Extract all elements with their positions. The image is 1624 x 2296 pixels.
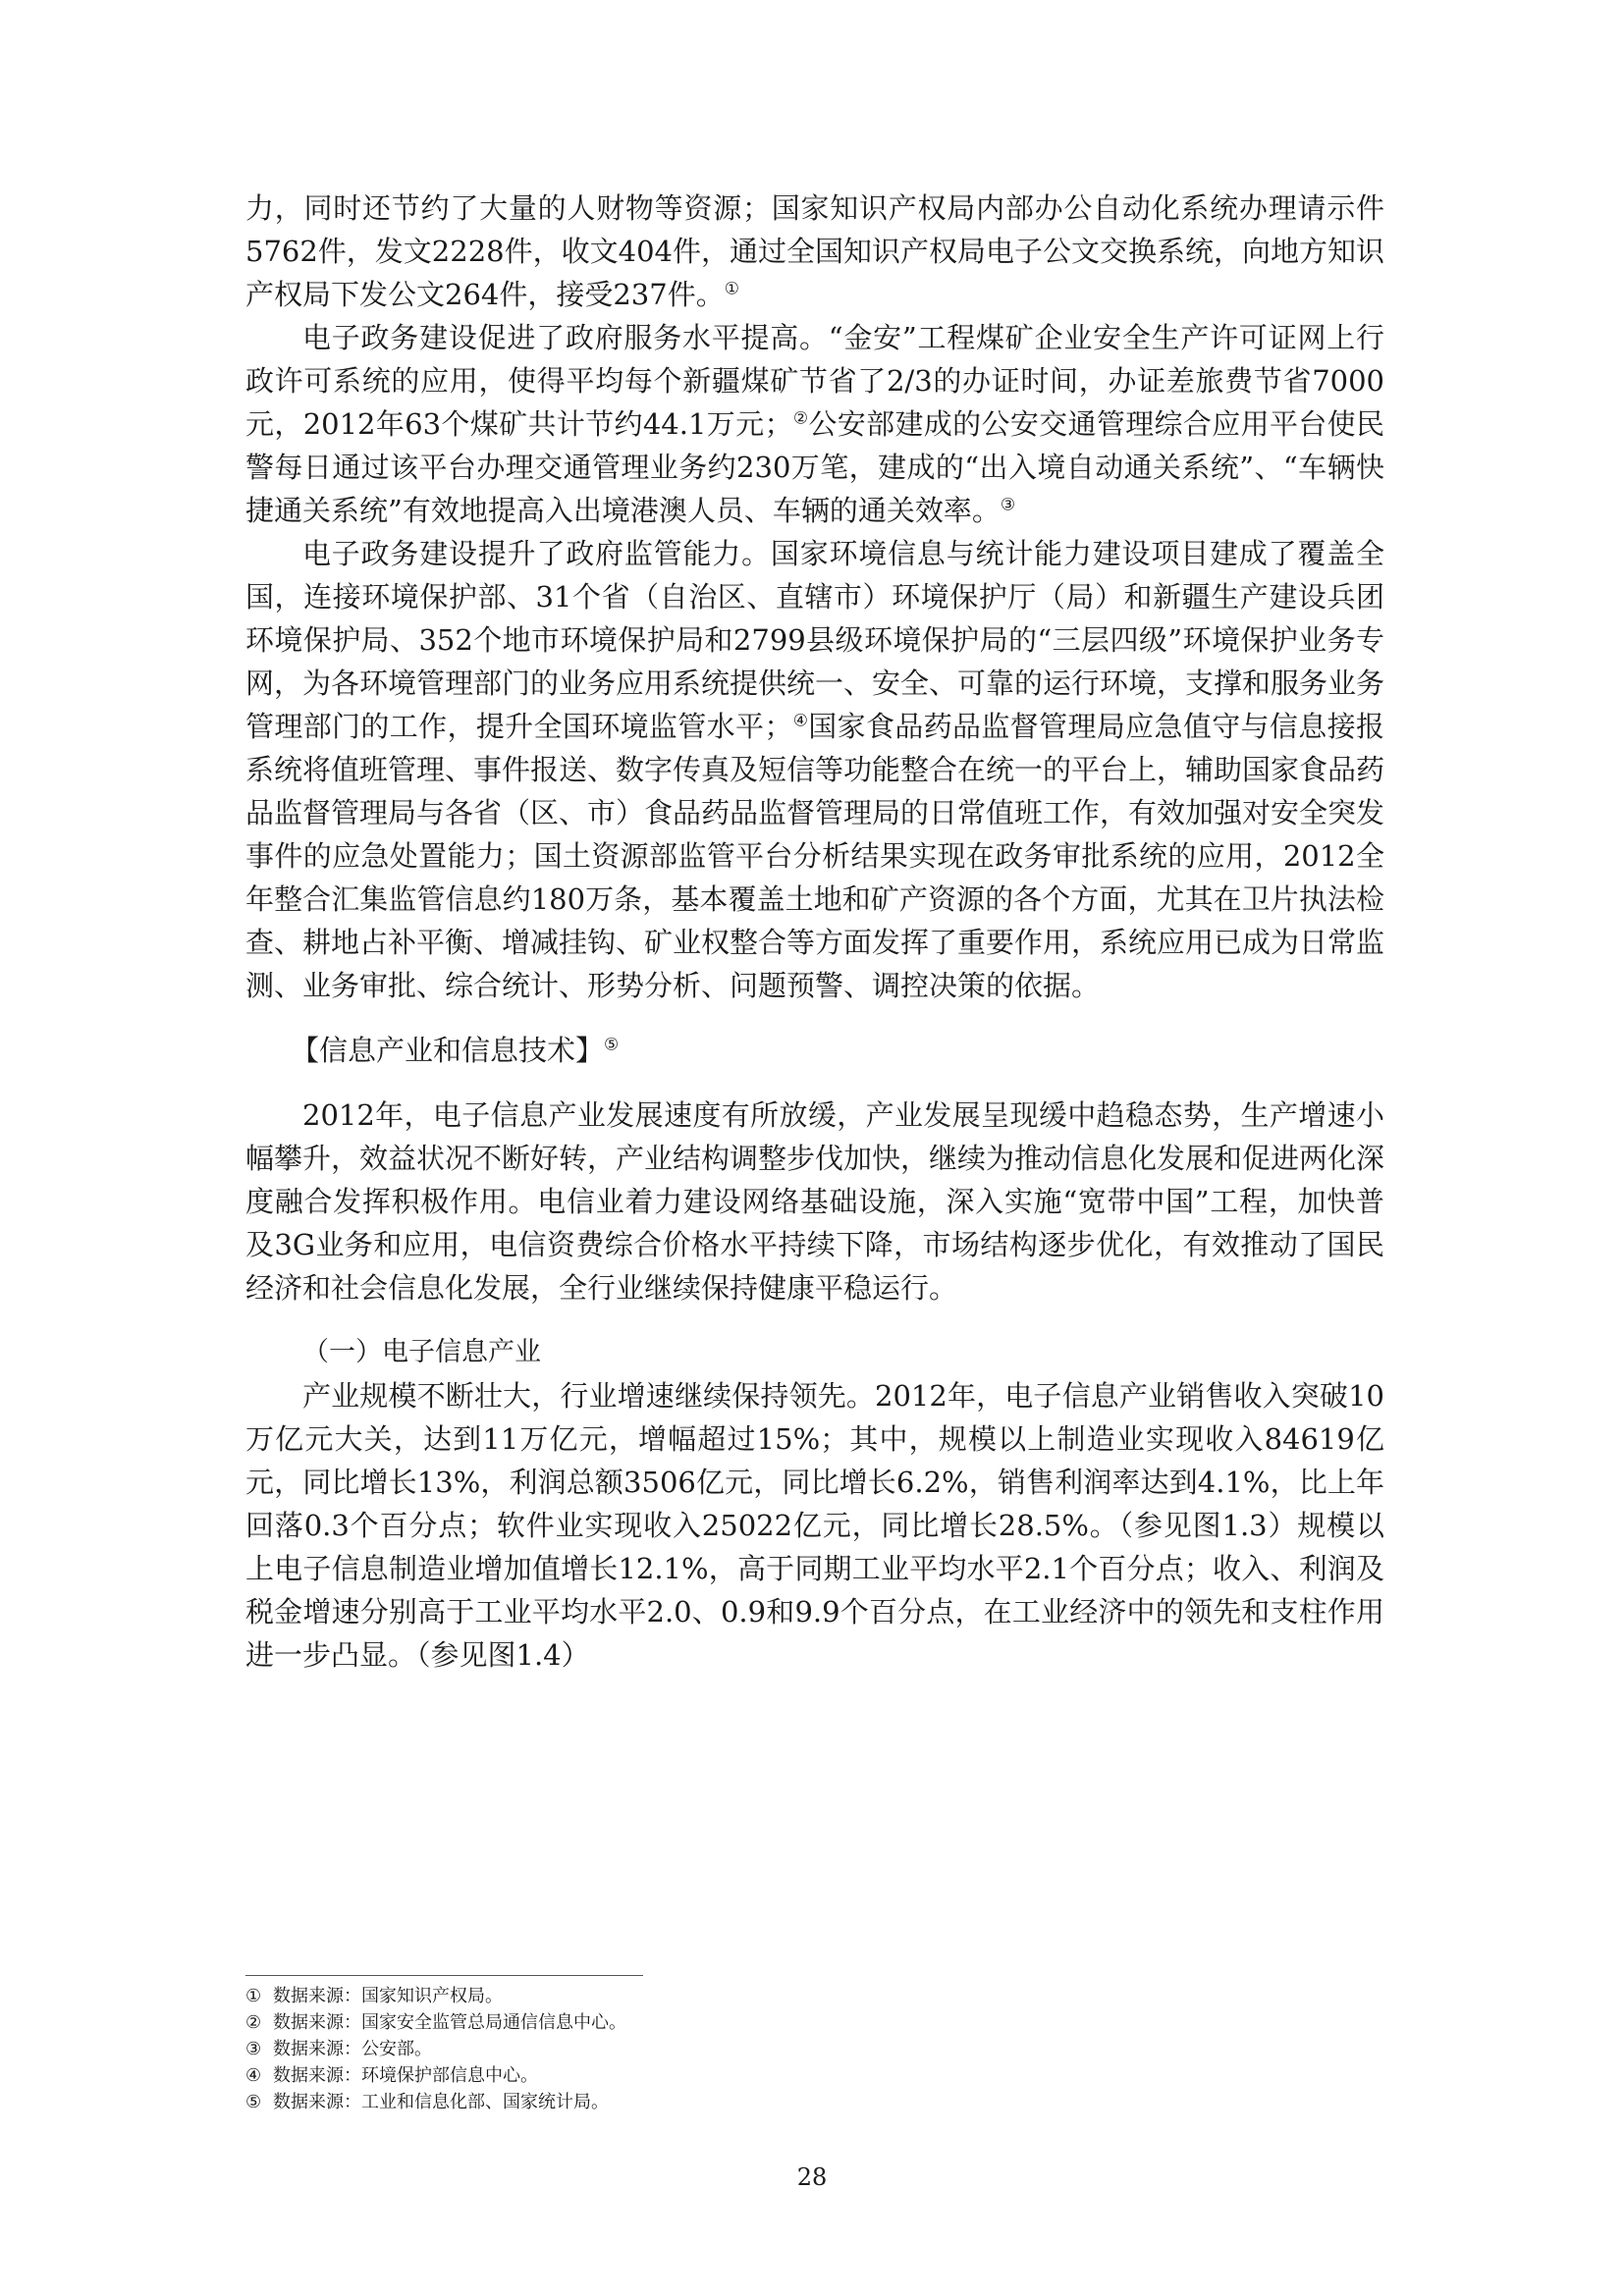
section-heading-text: 【信息产业和信息技术】	[291, 1034, 605, 1067]
footnote-reference: ③	[1000, 495, 1016, 515]
footnote-reference: ①	[724, 279, 739, 299]
paragraph-government-supervision	[245, 532, 1384, 1007]
footnote	[245, 2062, 1384, 2089]
paragraph-text: 力，同时还节约了大量的人财物等资源；国家知识产权局内部办公自动化系统办理请示件5762件，发文2228件，收文404件，通过全国知识产权局电子公文交换系统，向地方知识产权局下发公文264件，接受237件。	[245, 191, 1384, 311]
footnote-divider	[245, 1975, 643, 1976]
paragraph-text: 公安部建成的公安交通管理综合应用平台使民警每日通过该平台办理交通管理业务约230万笔，建成的“出入境自动通关系统”、“车辆快捷通关系统”有效地提高入出境港澳人员、车辆的通关效率。	[245, 407, 1384, 527]
footnote-reference: ④	[792, 711, 809, 731]
footnotes	[245, 1983, 1384, 2115]
page-number: 28	[796, 2163, 828, 2191]
paragraph-electronic-industry: 产业规模不断壮大，行业增速继续保持领先。2012年，电子信息产业销售收入突破10万亿元大关，达到11万亿元，增幅超过15%；其中，规模以上制造业实现收入84619亿元，同比增长13%，利润总额3506亿元，同比增长6.2%，销售利润率达到4.1%，比上年回落0.3个百分点；软件业实现收入25022亿元，同比增长28.5%。（参见图1.3）规模以上电子信息制造业增加值增长12.1%，高于同期工业平均水平2.1个百分点；收入、利润及税金增速分别高于工业平均水平2.0、0.9和9.9个百分点，在工业经济中的领先和支柱作用进一步凸显。（参见图1.4）	[245, 1379, 1384, 1672]
footnote-mark: ④	[245, 2065, 262, 2086]
paragraph-continuation	[245, 187, 1384, 316]
footnote-mark: ②	[245, 2012, 262, 2033]
footnote	[245, 1983, 1384, 2009]
footnote-mark: ①	[245, 1986, 262, 2006]
footnote-mark: ③	[245, 2039, 262, 2059]
paragraph-text: 电子政务建设促进了政府服务水平提高。“金安”工程煤矿企业安全生产许可证网上行政许可系统的应用，使得平均每个新疆煤矿节省了2/3的办证时间，办证差旅费节省7000元，2012年63个煤矿共计节约44.1万元；	[245, 321, 1384, 441]
paragraph-text: 国家食品药品监督管理局应急值守与信息接报系统将值班管理、事件报送、数字传真及短信等功能整合在统一的平台上，辅助国家食品药品监督管理局与各省（区、市）食品药品监督管理局的日常值班工作，有效加强对安全突发事件的应急处置能力；国土资源部监管平台分析结果实现在政务审批系统的应用，2012全年整合汇集监管信息约180万条，基本覆盖土地和矿产资源的各个方面，尤其在卫片执法检查、耕地占补平衡、增减挂钩、矿业权整合等方面发挥了重要作用，系统应用已成为日常监测、业务审批、综合统计、形势分析、问题预警、调控决策的依据。	[245, 710, 1385, 1002]
footnote	[245, 2036, 1384, 2062]
footnote-reference: ②	[792, 408, 809, 429]
footnote-text: 数据来源：工业和信息化部、国家统计局。	[273, 2092, 609, 2112]
footnote-text: 数据来源：公安部。	[273, 2039, 432, 2059]
paragraph-government-service	[245, 316, 1384, 532]
paragraph-text: 电子政务建设提升了政府监管能力。国家环境信息与统计能力建设项目建成了覆盖全国，连接环境保护部、31个省（自治区、直辖市）环境保护厅（局）和新疆生产建设兵团环境保护局、352个地市环境保护局和2799县级环境保护局的“三层四级”环境保护业务专网，为各环境管理部门的业务应用系统提供统一、安全、可靠的运行环境，支撑和服务业务管理部门的工作，提升全国环境监管水平；	[245, 537, 1385, 743]
section-heading	[245, 1029, 1384, 1072]
footnote-text: 数据来源：国家知识产权局。	[273, 1986, 503, 2006]
paragraph-section-intro: 2012年，电子信息产业发展速度有所放缓，产业发展呈现缓中趋稳态势，生产增速小幅攀升，效益状况不断好转，产业结构调整步伐加快，继续为推动信息化发展和促进两化深度融合发挥积极作用。电信业着力建设网络基础设施，深入实施“宽带中国”工程，加快普及3G业务和应用，电信资费综合价格水平持续下降，市场结构逐步优化，有效推动了国民经济和社会信息化发展，全行业继续保持健康平稳运行。	[245, 1098, 1385, 1305]
footnote	[245, 2089, 1384, 2115]
footnote-text: 数据来源：环境保护部信息中心。	[273, 2065, 538, 2086]
footnote-mark: ⑤	[245, 2092, 262, 2112]
body-text	[245, 187, 1384, 1677]
footnote-text: 数据来源：国家安全监管总局通信信息中心。	[273, 2012, 626, 2033]
subsection-heading: （一）电子信息产业	[302, 1337, 541, 1367]
footnote-reference: ⑤	[604, 1035, 620, 1055]
footnote	[245, 2009, 1384, 2036]
